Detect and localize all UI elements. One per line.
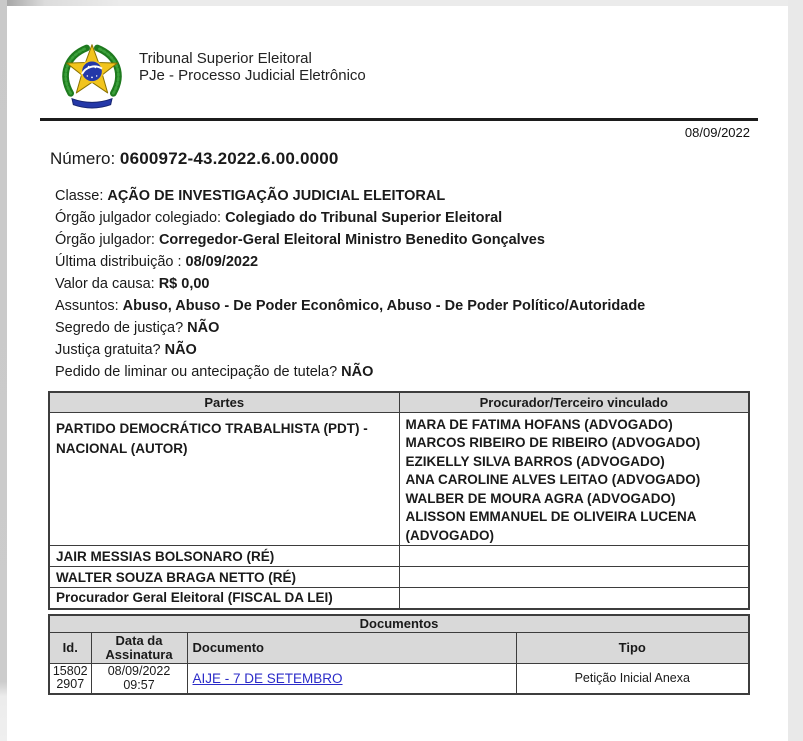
documentos-title: Documentos xyxy=(49,615,749,633)
field-assuntos: Assuntos: Abuso, Abuso - De Poder Econômico, Abuso - De Poder Político/Autoridade xyxy=(55,298,646,314)
table-row xyxy=(49,567,749,588)
case-number-value: 0600972-43.2022.6.00.0000 xyxy=(119,149,339,168)
org-name: Tribunal Superior Eleitoral xyxy=(139,50,312,67)
case-fields xyxy=(40,185,758,383)
procurador-item: MARA DE FATIMA HOFANS (ADVOGADO) xyxy=(405,416,673,432)
field-ultima-distribuicao: Última distribuição : 08/09/2022 xyxy=(55,254,259,270)
documentos-title-row xyxy=(49,615,749,633)
procurador-item: ALISSON EMMANUEL DE OLIVEIRA LUCENA (ADVOGADO) xyxy=(405,509,697,543)
col-header-documento: Documento xyxy=(187,633,516,664)
field-justica-gratuita: Justiça gratuita? NÃO xyxy=(55,342,197,358)
scrollbar-track[interactable] xyxy=(788,0,803,741)
document-date: 08/09/2022 xyxy=(684,125,750,140)
table-row xyxy=(49,546,749,567)
partes-table xyxy=(48,391,750,610)
viewer-top-edge xyxy=(0,0,803,6)
brazil-coat-of-arms-icon xyxy=(58,40,126,112)
case-number-label: Número: xyxy=(50,149,116,168)
field-classe: Classe: AÇÃO DE INVESTIGAÇÃO JUDICIAL ELEITORAL xyxy=(55,188,446,204)
empty-cell xyxy=(399,588,749,609)
documentos-table xyxy=(48,614,750,695)
parte-re-1-cell: JAIR MESSIAS BOLSONARO (RÉ) xyxy=(49,546,399,567)
parte-autor-cell: PARTIDO DEMOCRÁTICO TRABALHISTA (PDT) - NACIONAL (AUTOR) xyxy=(49,412,399,546)
header-divider xyxy=(40,118,758,121)
col-header-tipo: Tipo xyxy=(516,633,749,664)
col-header-data-assinatura: Data da Assinatura xyxy=(91,633,187,664)
documentos-header-row xyxy=(49,633,749,664)
procuradores-cell xyxy=(399,412,749,546)
document-header xyxy=(40,38,758,114)
document-link[interactable]: AIJE - 7 DE SETEMBRO xyxy=(192,670,343,686)
procurador-item: WALBER DE MOURA AGRA (ADVOGADO) xyxy=(405,490,676,506)
partes-header: Partes xyxy=(49,392,399,412)
procurador-item: ANA CAROLINE ALVES LEITAO (ADVOGADO) xyxy=(405,472,701,487)
col-header-id: Id. xyxy=(49,633,91,664)
document-id-cell: 15802 2907 xyxy=(49,664,91,694)
parte-fiscal-cell: Procurador Geral Eleitoral (FISCAL DA LEI) xyxy=(49,588,399,609)
field-orgao-julgador: Órgão julgador: Corregedor-Geral Eleitoral Ministro Benedito Gonçalves xyxy=(55,232,545,248)
field-segredo-justica: Segredo de justiça? NÃO xyxy=(55,320,220,336)
parte-re-2-cell: WALTER SOUZA BRAGA NETTO (RÉ) xyxy=(49,567,399,588)
document-name-cell xyxy=(187,664,516,694)
table-row xyxy=(49,412,749,546)
empty-cell xyxy=(399,546,749,567)
document-type-cell: Petição Inicial Anexa xyxy=(516,664,749,694)
case-number-line xyxy=(40,149,758,169)
table-row xyxy=(49,664,749,694)
partes-header-row xyxy=(49,392,749,412)
field-orgao-colegiado: Órgão julgador colegiado: Colegiado do Tribunal Superior Eleitoral xyxy=(55,210,503,226)
document-page xyxy=(40,38,758,695)
viewer-left-edge xyxy=(0,0,7,741)
procurador-item: MARCOS RIBEIRO DE RIBEIRO (ADVOGADO) xyxy=(405,435,701,450)
procurador-item: EZIKELLY SILVA BARROS (ADVOGADO) xyxy=(405,453,665,469)
document-signature-date-cell: 08/09/2022 09:57 xyxy=(91,664,187,694)
empty-cell xyxy=(399,567,749,588)
field-pedido-liminar: Pedido de liminar ou antecipação de tutela? NÃO xyxy=(55,364,374,380)
procurador-header: Procurador/Terceiro vinculado xyxy=(399,392,749,412)
field-valor-causa: Valor da causa: R$ 0,00 xyxy=(55,276,210,292)
system-name: PJe - Processo Judicial Eletrônico xyxy=(139,67,366,84)
table-row xyxy=(49,588,749,609)
